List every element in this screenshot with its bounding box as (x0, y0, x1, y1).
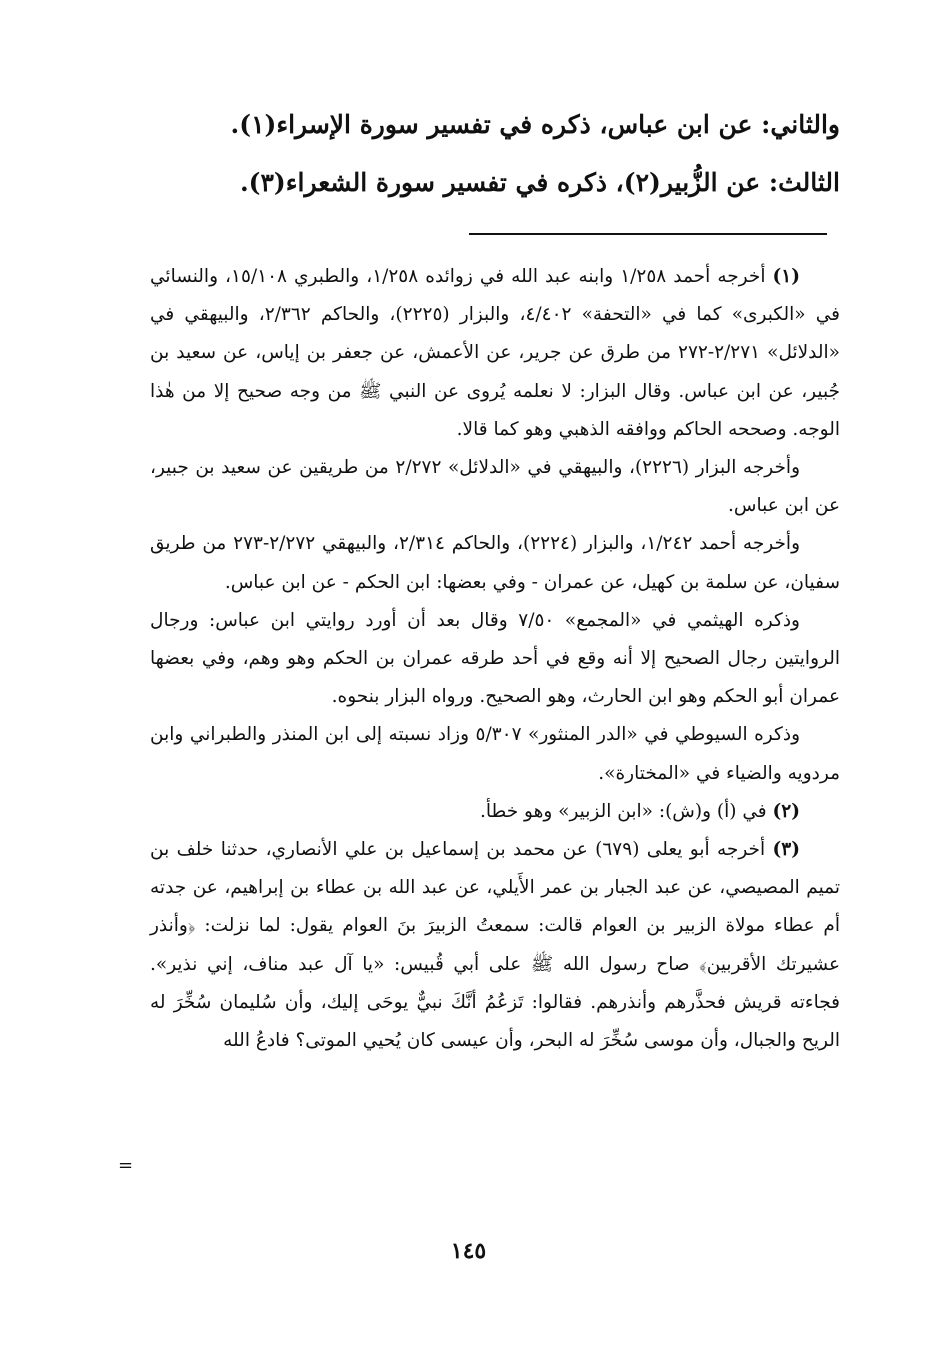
main-line-third: الثالث: عن الزُّبير(٢)، ذكره في تفسير سورة الشعراء(٣). (239, 168, 840, 197)
footnote-2 (150, 793, 840, 831)
footnote-text: أخرجه أبو يعلى (٦٧٩) عن محمد بن إسماعيل بن علي الأنصاري، حدثنا خلف بن تميم المصيصي، عن عبد الجبار بن عمر الأَيلي، عن عبد الله بن عطاء بن إبراهيم، عن جدته أم عطاء مولاة الزبير بن العوام قالت: سمعتُ الزبيرَ بنَ العوام يقول: لما نزلت: ﴿وأنذر عشيرتك الأقربين﴾ صاح رسول الله ﷺ على أبي قُبيس: «يا آل عبد مناف، إني نذير». فجاءته قريش فحذَّرهم وأنذرهم. فقالوا: تَزعُمُ أنَّكَ نبيٌّ يوحَى إليك، وأن سُليمان سُخِّرَ له الريح والجبال، وأن موسى سُخِّرَ له البحر، وأن عيسى كان يُحيي الموتى؟ فادعُ الله (150, 839, 840, 1052)
footnotes (150, 258, 840, 1060)
footnote-1 (150, 258, 840, 449)
footnote-1-paragraph: وأخرجه البزار (٢٢٢٦)، والبيهقي في «الدلائل» ٢/٢٧٢ من طريقين عن سعيد بن جبير، عن ابن عباس. (150, 457, 840, 517)
footnote-separator (469, 233, 827, 235)
footnote-3 (150, 831, 840, 1060)
footnote-1-paragraph: وذكره السيوطي في «الدر المنثور» ٥/٣٠٧ وزاد نسبته إلى ابن المنذر والطبراني وابن مردويه والضياء في «المختارة». (150, 724, 840, 784)
footnote-1-paragraph: وأخرجه أحمد ١/٢٤٢، والبزار (٢٢٢٤)، والحاكم ٢/٣١٤، والبيهقي ٢/٢٧٢-٢٧٣ من طريق سفيان، عن سلمة بن كهيل، عن عمران - وفي بعضها: ابن الحكم - عن ابن عباس. (150, 533, 840, 593)
main-text (150, 96, 840, 212)
main-line-second: والثاني: عن ابن عباس، ذكره في تفسير سورة الإسراء(١). (230, 110, 840, 139)
continuation-mark: = (118, 1155, 134, 1176)
footnote-1-paragraph: وذكره الهيثمي في «المجمع» ٧/٥٠ وقال بعد أن أورد روايتي ابن عباس: ورجال الروايتين رجال الصحيح إلا أنه وقع في أحد طرقه عمران بن الحكم وهو وهم، وفي بعضها عمران أبو الحكم وهو ابن الحارث، وهو الصحيح. ورواه البزار بنحوه. (150, 609, 840, 708)
footnote-marker: (٢) (772, 800, 800, 822)
footnote-marker: (١) (772, 266, 800, 287)
footnote-marker: (٣) (772, 839, 800, 861)
footnote-text: في (أ) و(ش): «ابن الزبير» وهو خطأ. (480, 800, 767, 822)
footnote-text: أخرجه أحمد ١/٢٥٨ وابنه عبد الله في زوائده ١/٢٥٨، والطبري ١٥/١٠٨، والنسائي في «الكبرى» كما في «التحفة» ٤/٤٠٢، والبزار (٢٢٢٥)، والحاكم ٢/٣٦٢، والبيهقي في «الدلائل» ٢/٢٧١-٢٧٢ من طرق عن جرير، عن الأعمش، عن جعفر بن إياس، عن سعيد بن جُبير، عن ابن عباس. وقال البزار: لا نعلمه يُروى عن النبي ﷺ من وجه صحيح إلا من هٰذا الوجه. وصححه الحاكم ووافقه الذهبي وهو كما قالا. (150, 266, 841, 440)
page-number: ١٤٥ (450, 1238, 487, 1264)
